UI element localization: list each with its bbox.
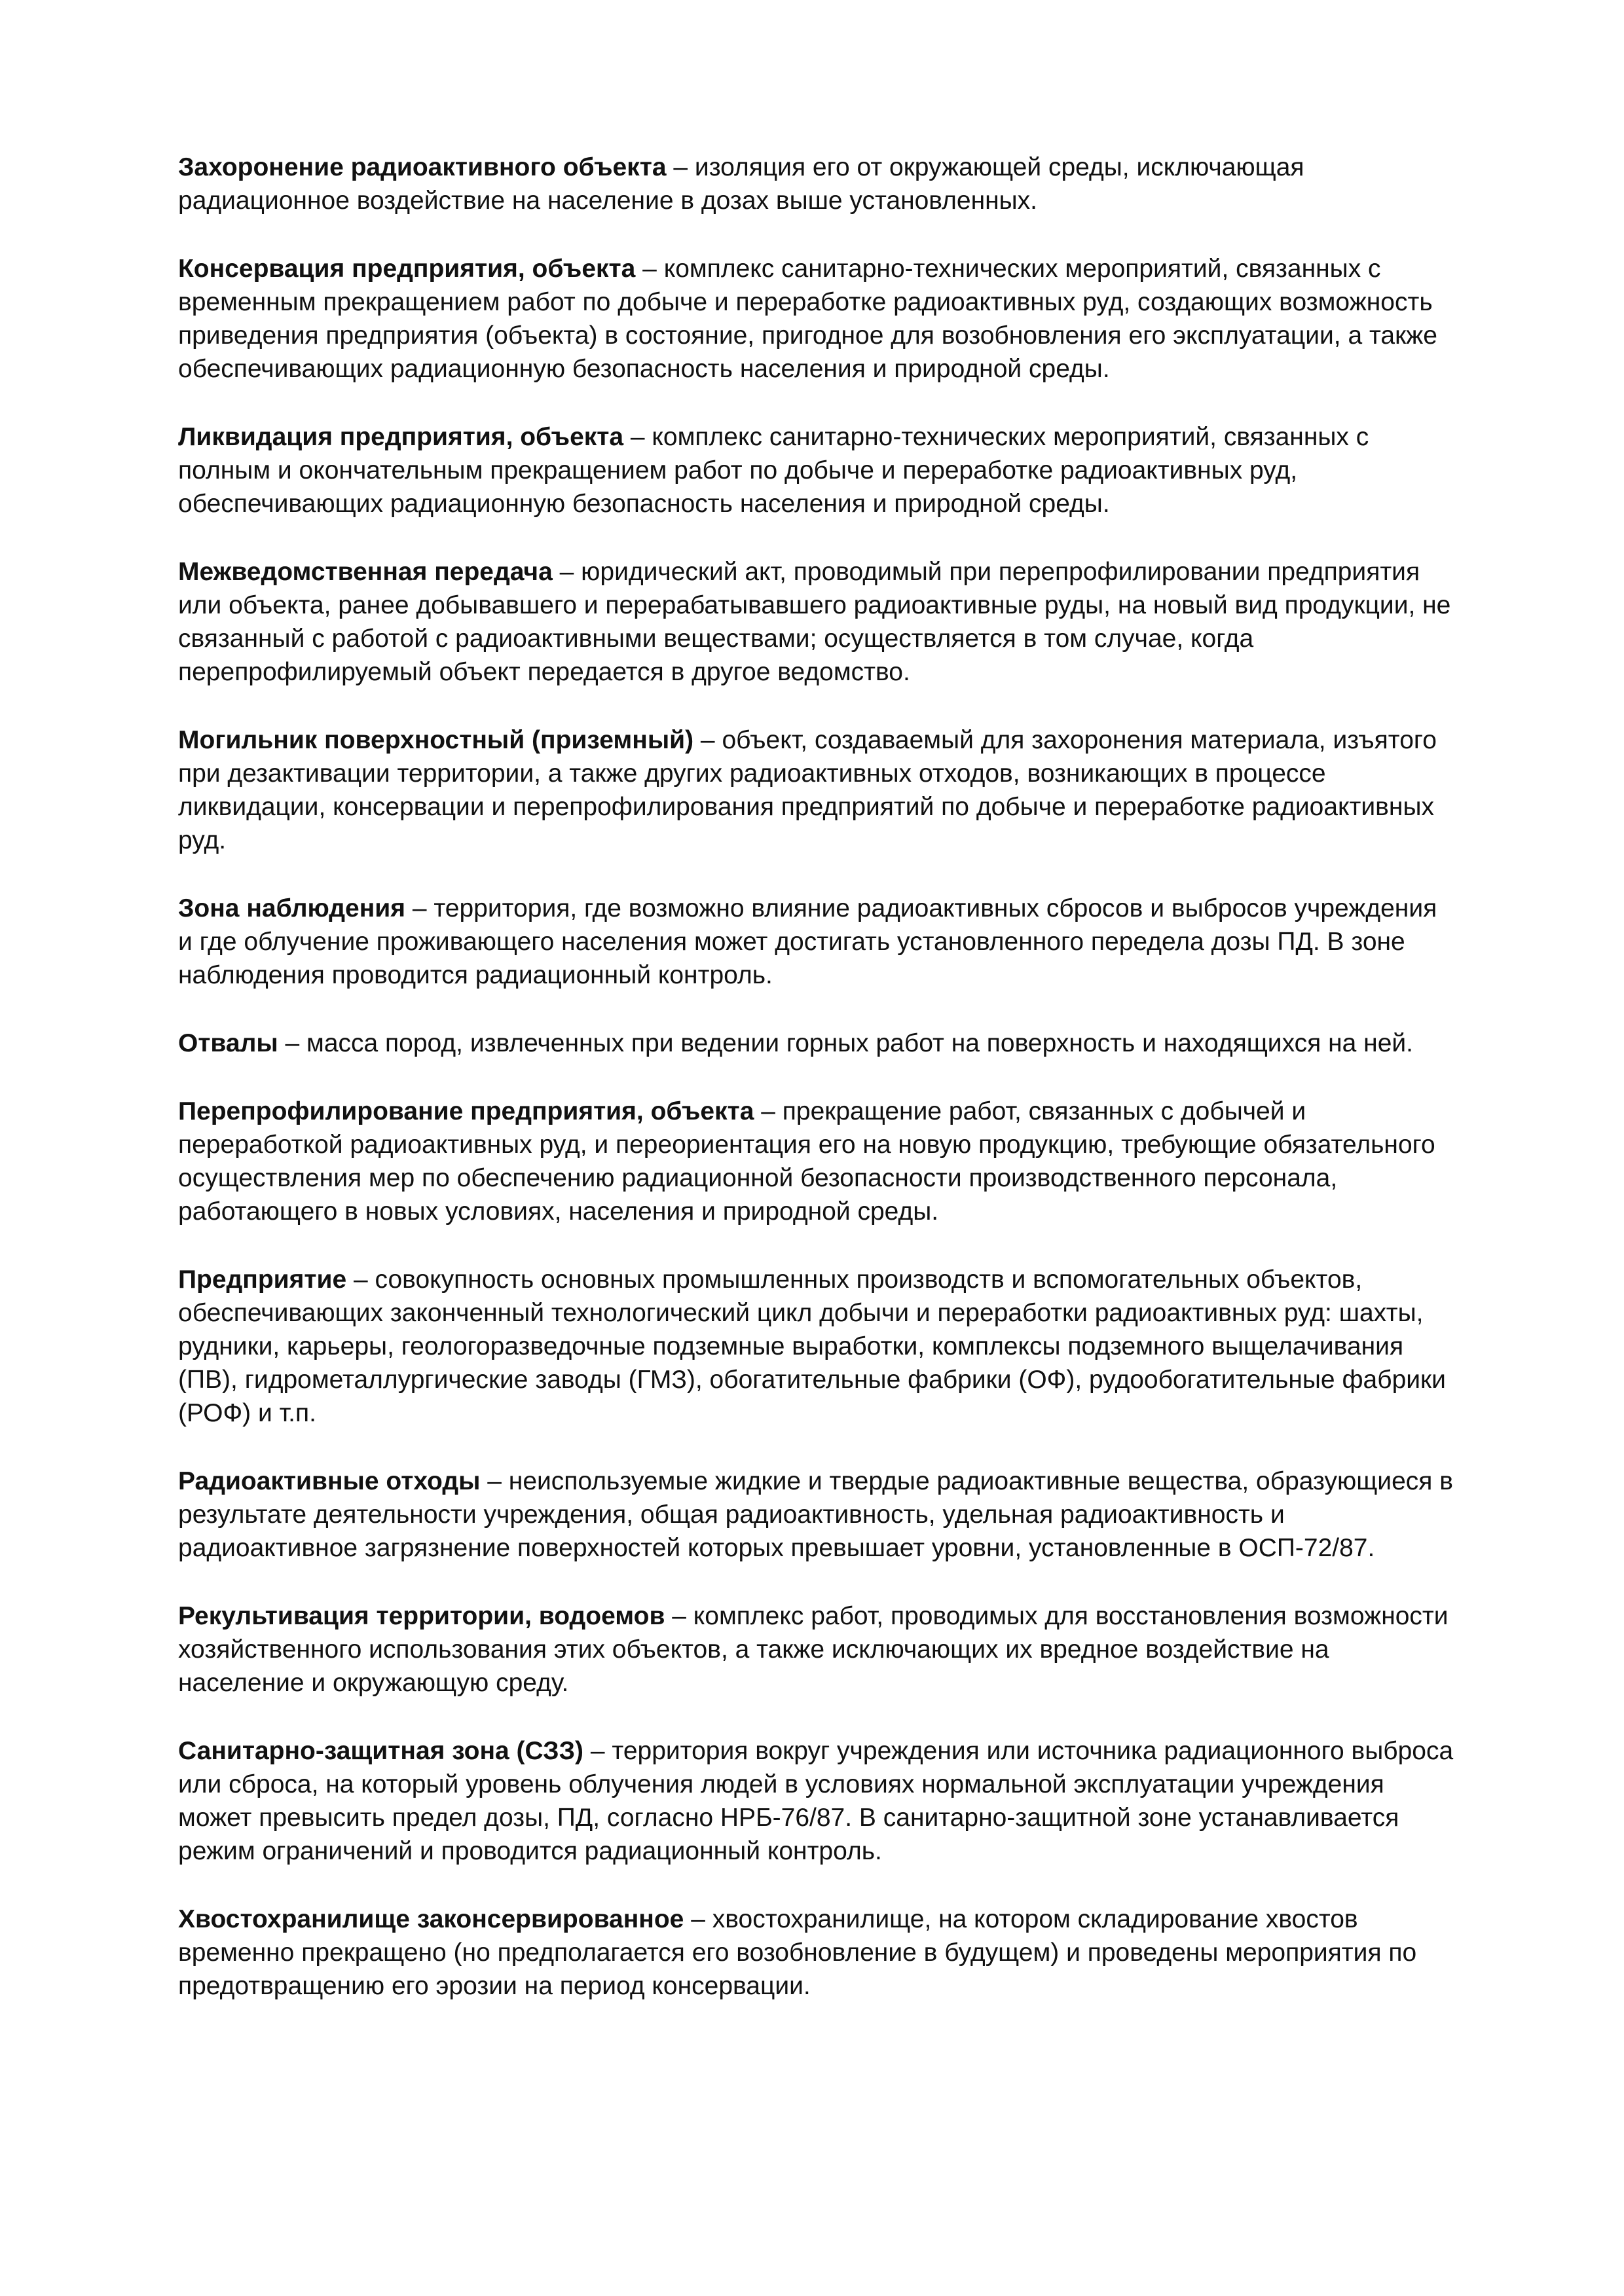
glossary-definition: – комплекс санитарно-технических мероприятий, связанных с полным и окончательным прекращением работ по добыче и переработке радиоактивных руд, обеспечивающих радиационную безопасность населения и природной среды. xyxy=(178,423,1369,518)
glossary-entry xyxy=(178,1027,1455,1060)
glossary-entry xyxy=(178,723,1455,857)
glossary-definition: – масса пород, извлеченных при ведении горных работ на поверхность и находящихся на ней. xyxy=(278,1029,1414,1057)
glossary-entry xyxy=(178,151,1455,217)
glossary-entry xyxy=(178,1465,1455,1565)
glossary-definition: – изоляция его от окружающей среды, исключающая радиационное воздействие на население в дозах выше установленных. xyxy=(178,153,1304,215)
glossary-definition: – территория вокруг учреждения или источника радиационного выброса или сброса, на который уровень облучения людей в условиях нормальной эксплуатации учреждения может превысить предел дозы, ПД, согласно НРБ-76/87. В санитарно-защитной зоне устанавливается режим ограничений и проводится радиационный контроль. xyxy=(178,1737,1454,1865)
glossary-entry xyxy=(178,1903,1455,2003)
glossary-entry xyxy=(178,1734,1455,1868)
glossary-term: Межведомственная передача xyxy=(178,558,553,586)
glossary-entry xyxy=(178,1263,1455,1430)
glossary-term: Захоронение радиоактивного объекта xyxy=(178,153,667,181)
glossary-term: Могильник поверхностный (приземный) xyxy=(178,726,694,754)
glossary-definition: – прекращение работ, связанных с добычей и переработкой радиоактивных руд, и переориентация его на новую продукцию, требующие обязательного осуществления мер по обеспечению радиационной безопасности производственного персонала, работающего в новых условиях, населения и природной среды. xyxy=(178,1097,1435,1226)
glossary-term: Предприятие xyxy=(178,1266,347,1294)
glossary-term: Хвостохранилище законсервированное xyxy=(178,1905,684,1933)
glossary-definition: – территория, где возможно влияние радиоактивных сбросов и выбросов учреждения и где облучение проживающего населения может достигать установленного передела дозы ПД. В зоне наблюдения проводится радиационный контроль. xyxy=(178,894,1437,989)
glossary-term: Ликвидация предприятия, объекта xyxy=(178,423,624,451)
glossary-term: Перепрофилирование предприятия, объекта xyxy=(178,1097,754,1125)
glossary-term: Зона наблюдения xyxy=(178,894,406,922)
glossary-definition: – неиспользуемые жидкие и твердые радиоактивные вещества, образующиеся в результате деятельности учреждения, общая радиоактивность, удельная радиоактивность и радиоактивное загрязнение поверхностей которых превышает уровни, установленные в ОСП-72/87. xyxy=(178,1467,1453,1562)
glossary-term: Консервация предприятия, объекта xyxy=(178,255,636,283)
glossary-definition: – объект, создаваемый для захоронения материала, изъятого при дезактивации территории, а также других радиоактивных отходов, возникающих в процессе ликвидации, консервации и перепрофилирования предприятий по добыче и переработке радиоактивных руд. xyxy=(178,726,1437,854)
glossary-term: Радиоактивные отходы xyxy=(178,1467,481,1495)
glossary-entry xyxy=(178,420,1455,520)
glossary-definition: – хвостохранилище, на котором складирование хвостов временно прекращено (но предполагается его возобновление в будущем) и проведены мероприятия по предотвращению его эрозии на период консервации. xyxy=(178,1905,1417,2000)
glossary-page xyxy=(178,151,1455,2037)
glossary-term: Санитарно-защитная зона (СЗЗ) xyxy=(178,1737,584,1765)
glossary-definition: – комплекс санитарно-технических мероприятий, связанных с временным прекращением работ по добыче и переработке радиоактивных руд, создающих возможность приведения предприятия (объекта) в состояние, пригодное для возобновления его эксплуатации, а также обеспечивающих радиационную безопасность населения и природной среды. xyxy=(178,255,1437,383)
glossary-entry xyxy=(178,892,1455,992)
glossary-definition: – совокупность основных промышленных производств и вспомогательных объектов, обеспечивающих законченный технологический цикл добычи и переработки радиоактивных руд: шахты, рудники, карьеры, геологоразведочные подземные выработки, комплексы подземного выщелачивания (ПВ), гидрометаллургические заводы (ГМЗ), обогатительные фабрики (ОФ), рудообогатительные фабрики (РОФ) и т.п. xyxy=(178,1266,1446,1427)
glossary-definition: – комплекс работ, проводимых для восстановления возможности хозяйственного использования этих объектов, а также исключающих их вредное воздействие на население и окружающую среду. xyxy=(178,1602,1449,1697)
glossary-entry xyxy=(178,1095,1455,1228)
glossary-entry xyxy=(178,252,1455,386)
glossary-term: Рекультивация территории, водоемов xyxy=(178,1602,665,1630)
glossary-term: Отвалы xyxy=(178,1029,278,1057)
glossary-entry xyxy=(178,555,1455,689)
glossary-definition: – юридический акт, проводимый при перепрофилировании предприятия или объекта, ранее добывавшего и перерабатывавшего радиоактивные руды, на новый вид продукции, не связанный с работой с радиоактивными веществами; осуществляется в том случае, когда перепрофилируемый объект передается в другое ведомство. xyxy=(178,558,1451,686)
glossary-entry xyxy=(178,1599,1455,1700)
